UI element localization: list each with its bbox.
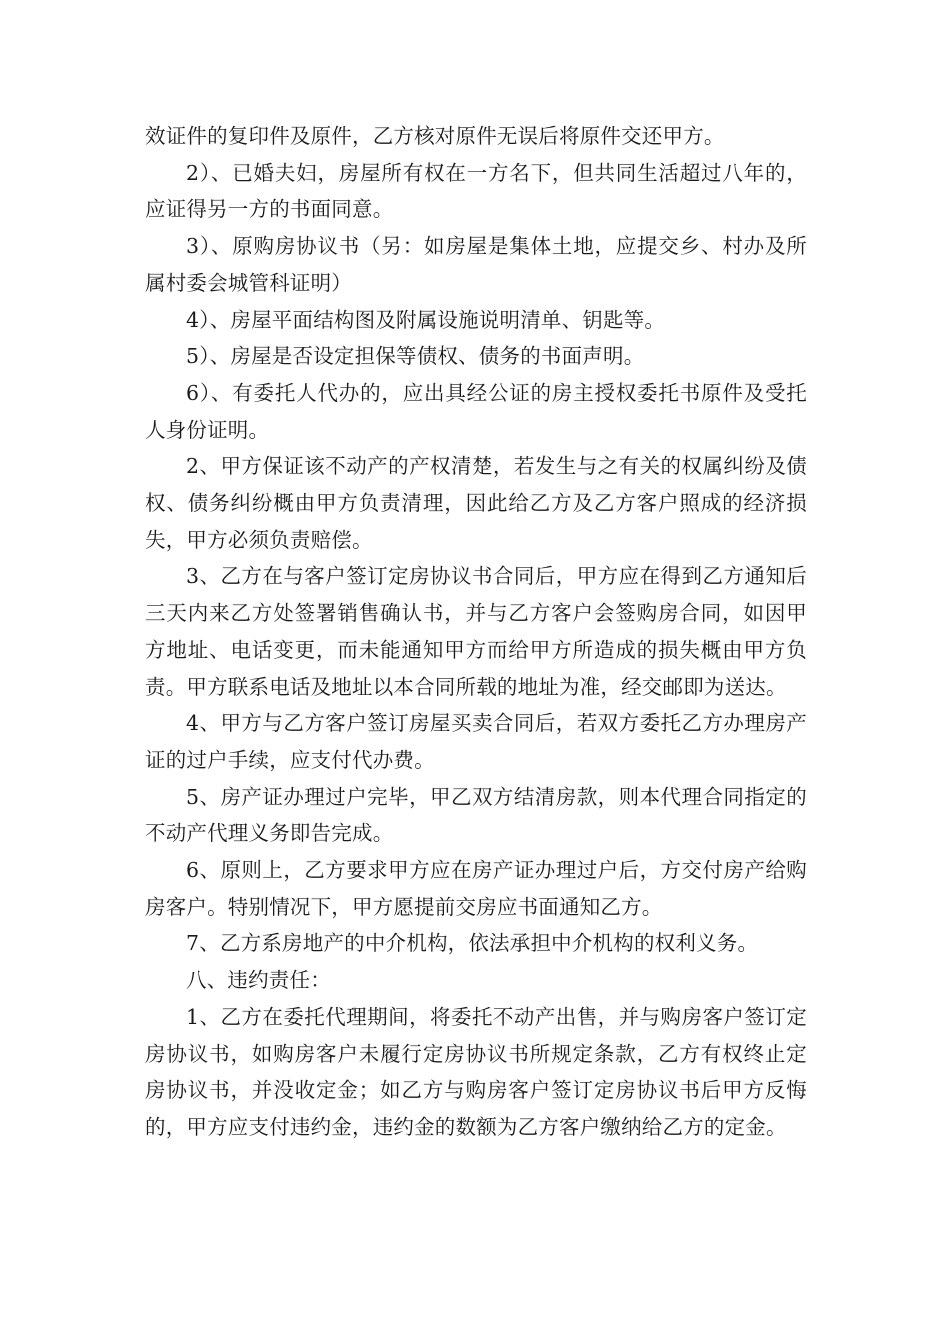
paragraph-11: 6、原则上，乙方要求甲方应在房产证办理过户后，方交付房产给购房客户。特别情况下，甲方愿提前交房应书面通知乙方。 <box>145 858 807 919</box>
paragraph-2: 2）、已婚夫妇，房屋所有权在一方名下，但共同生活超过八年的，应证得另一方的书面同意。 <box>145 160 807 222</box>
document-body <box>145 118 807 1146</box>
paragraph-7: 2、甲方保证该不动产的产权清楚，若发生与之有关的权属纠纷及债权、债务纠纷概由甲方负责清理，因此给乙方及乙方客户照成的经济损失，甲方必须负责赔偿。 <box>145 454 807 552</box>
paragraph-5: 5）、房屋是否设定担保等债权、债务的书面声明。 <box>186 344 645 369</box>
paragraph-1: 效证件的复印件及原件，乙方核对原件无误后将原件交还甲方。 <box>145 124 725 148</box>
paragraph-14: 1、乙方在委托代理期间，将委托不动产出售，并与购房客户签订定房协议书，如购房客户未履行定房协议书所规定条款，乙方有权终止定房协议书，并没收定金；如乙方与购房客户签订定房协议书后甲方反悔的，甲方应支付违约金，违约金的数额为乙方客户缴纳给乙方的定金。 <box>145 1004 807 1139</box>
paragraph-8: 3、乙方在与客户签订定房协议书合同后，甲方应在得到乙方通知后三天内来乙方处签署销售确认书，并与乙方客户会签购房合同，如因甲方地址、电话变更，而未能通知甲方而给甲方所造成的损失概由甲方负责。甲方联系电话及地址以本合同所载的地址为准，经交邮即为送达。 <box>145 564 807 699</box>
paragraph-9: 4、甲方与乙方客户签订房屋买卖合同后，若双方委托乙方办理房产证的过户手续，应支付代办费。 <box>145 711 807 772</box>
paragraph-12: 7、乙方系房地产的中介机构，依法承担中介机构的权利义务。 <box>186 931 759 956</box>
paragraph-3: 3）、原购房协议书（另：如房屋是集体土地，应提交乡、村办及所属村委会城管科证明） <box>145 234 807 295</box>
paragraph-4: 4）、房屋平面结构图及附属设施说明清单、钥匙等。 <box>186 307 666 332</box>
paragraph-10: 5、房产证办理过户完毕，甲乙双方结清房款，则本代理合同指定的不动产代理义务即告完成。 <box>145 784 807 846</box>
section-heading-breach-liability: 八、违约责任： <box>186 968 331 993</box>
paragraph-6: 6）、有委托人代办的，应出具经公证的房主授权委托书原件及受托人身份证明。 <box>145 380 807 442</box>
